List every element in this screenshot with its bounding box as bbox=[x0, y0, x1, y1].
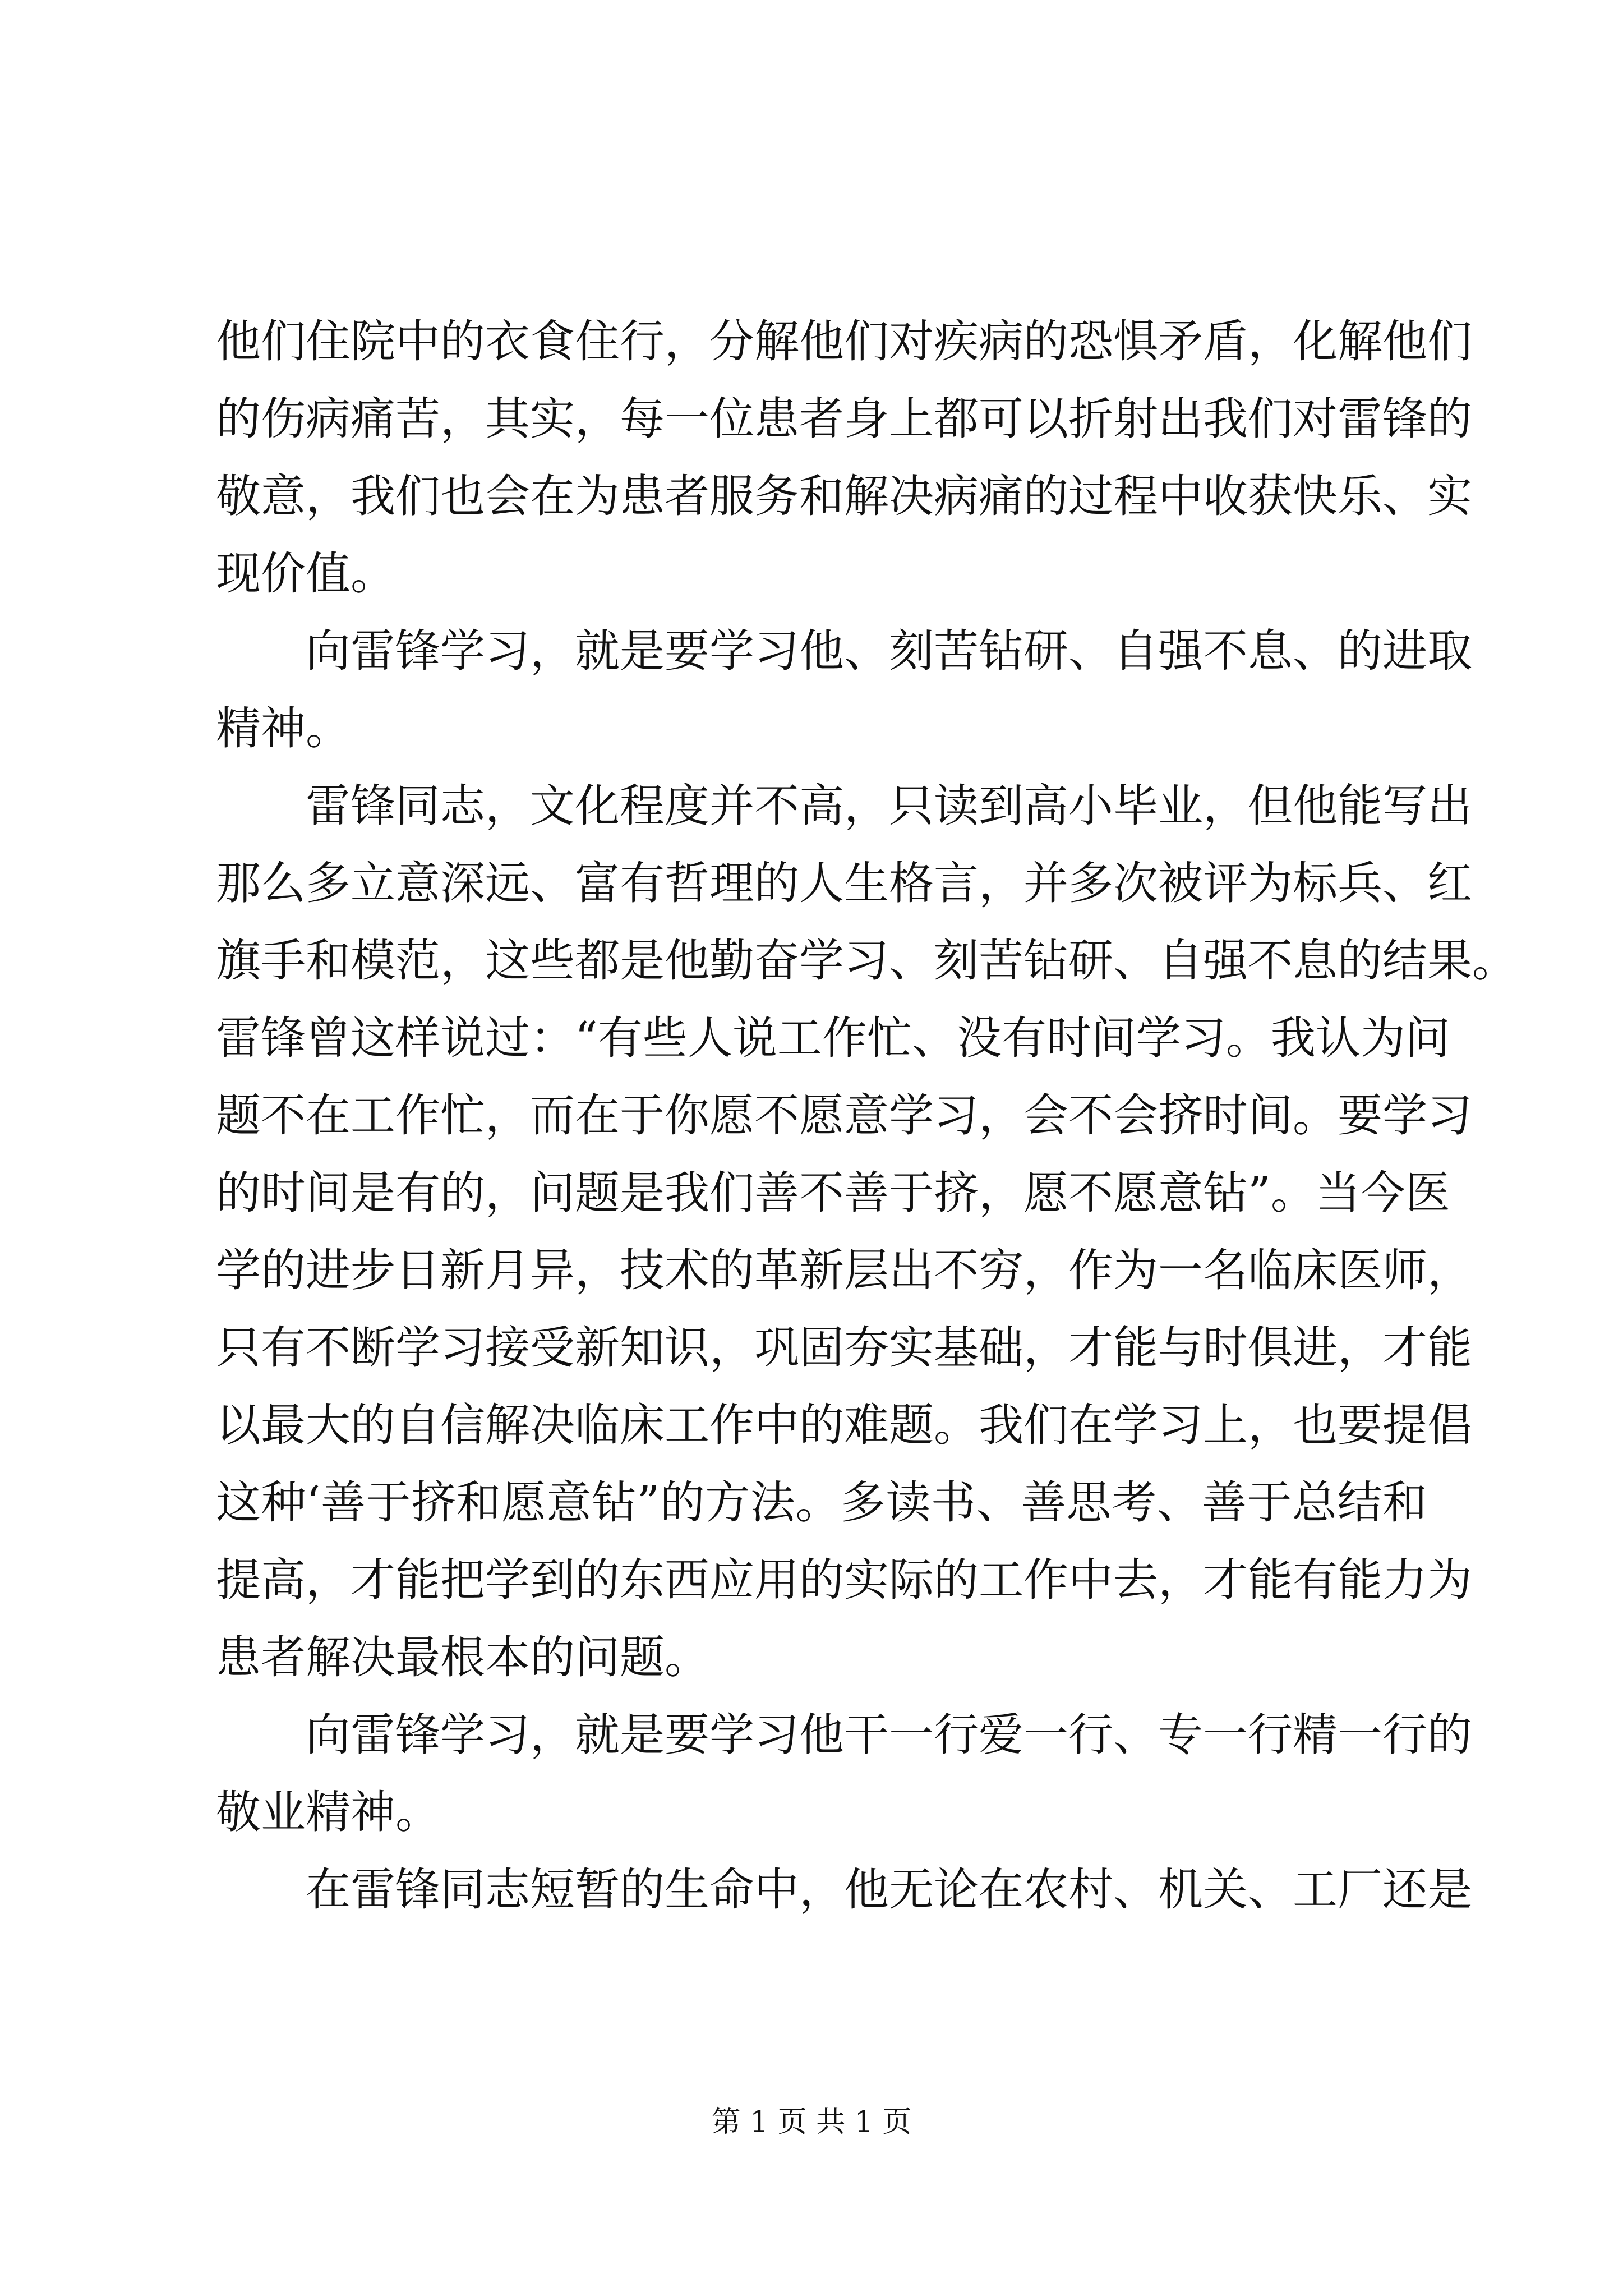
text-line: 现价值。 bbox=[216, 547, 395, 600]
paragraph-start-line: 向雷锋学习，就是要学习他干一行爱一行、专一行精一行的 bbox=[306, 1709, 1472, 1761]
paragraph-start-line: 在雷锋同志短暂的生命中，他无论在农村、机关、工厂还是 bbox=[306, 1864, 1472, 1916]
text-line: 这种‘善于挤和愿意钻”的方法。多读书、善思考、善于总结和 bbox=[216, 1476, 1427, 1529]
text-line: 题不在工作忙，而在于你愿不愿意学习，会不会挤时间。要学习 bbox=[216, 1089, 1472, 1142]
text-line: 他们住院中的衣食住行，分解他们对疾病的恐惧矛盾，化解他们 bbox=[216, 315, 1472, 367]
text-line: 只有不断学习接受新知识，巩固夯实基础，才能与时俱进，才能 bbox=[216, 1322, 1472, 1374]
page-footer: 第 1 页 共 1 页 bbox=[711, 2105, 912, 2139]
text-line: 学的进步日新月异，技术的革新层出不穷，作为一名临床医师， bbox=[216, 1244, 1472, 1296]
text-line: 那么多立意深远、富有哲理的人生格言，并多次被评为标兵、红 bbox=[216, 857, 1472, 909]
text-line: 精神。 bbox=[216, 702, 351, 754]
document-body bbox=[216, 303, 1517, 1929]
paragraph-start-line: 向雷锋学习，就是要学习他、刻苦钻研、自强不息、的进取 bbox=[306, 625, 1472, 677]
text-line: 敬意，我们也会在为患者服务和解决病痛的过程中收获快乐、实 bbox=[216, 470, 1472, 522]
text-line: 敬业精神。 bbox=[216, 1786, 440, 1838]
text-line: 提高，才能把学到的东西应用的实际的工作中去，才能有能力为 bbox=[216, 1554, 1472, 1606]
text-line: 雷锋曾这样说过：“有些人说工作忙、没有时间学习。我认为问 bbox=[216, 1012, 1450, 1064]
text-line: 的伤病痛苦，其实，每一位患者身上都可以折射出我们对雷锋的 bbox=[216, 393, 1472, 445]
text-line: 以最大的自信解决临床工作中的难题。我们在学习上，也要提倡 bbox=[216, 1399, 1472, 1451]
text-line: 的时间是有的，问题是我们善不善于挤，愿不愿意钻”。当今医 bbox=[216, 1167, 1450, 1219]
paragraph-start-line: 雷锋同志，文化程度并不高，只读到高小毕业，但他能写出 bbox=[306, 780, 1472, 832]
text-line: 患者解决最根本的问题。 bbox=[216, 1631, 709, 1683]
text-line: 旗手和模范，这些都是他勤奋学习、刻苦钻研、自强不息的结果。 bbox=[216, 935, 1517, 987]
